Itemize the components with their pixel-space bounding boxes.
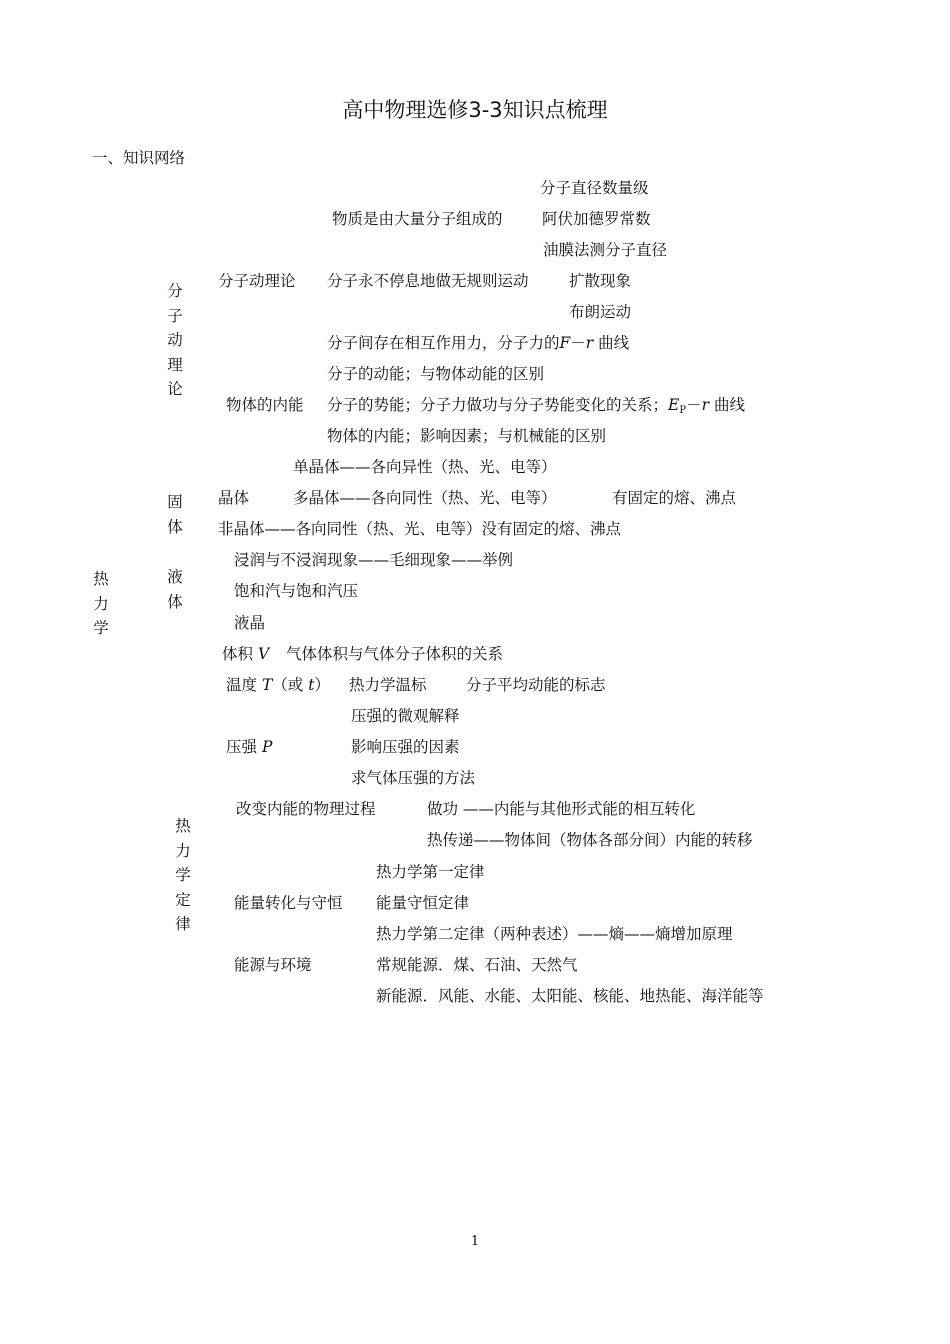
temperature-label: 温度 T（或 t） xyxy=(226,676,330,694)
change-internal-energy: 改变内能的物理过程 xyxy=(236,800,376,818)
internal-energy-factors: 物体的内能；影响因素；与机械能的区别 xyxy=(327,427,607,445)
vertical-label-thermology: 热 力 学 xyxy=(93,570,109,637)
vertical-label-laws: 热 力 学 定 律 xyxy=(175,817,191,933)
polycrystal: 多晶体——各向同性（热、光、电等） xyxy=(293,489,557,507)
pressure-micro: 压强的微观解释 xyxy=(351,707,460,725)
internal-energy-label: 物体的内能 xyxy=(226,396,304,414)
kinetic-theory-label: 分子动理论 xyxy=(218,272,296,290)
pressure-label: 压强 P xyxy=(226,738,273,756)
page-title: 高中物理选修3-3知识点梳理 xyxy=(342,98,608,122)
energy-environment: 能源与环境 xyxy=(234,956,312,974)
energy-conversion: 能量转化与守恒 xyxy=(234,894,343,912)
page-number: 1 xyxy=(470,1234,480,1249)
vertical-label-liquid: 液 体 xyxy=(167,568,183,611)
vertical-label-molecular: 分 子 动 理 论 xyxy=(167,282,183,398)
fixed-melting-point: 有固定的熔、沸点 xyxy=(612,489,737,507)
composed-of-molecules: 物质是由大量分子组成的 xyxy=(332,210,503,228)
average-kinetic-energy: 分子平均动能的标志 xyxy=(466,676,606,694)
doing-work: 做功 ——内能与其他形式能的相互转化 xyxy=(427,800,696,818)
pressure-factors: 影响压强的因素 xyxy=(351,738,460,756)
pressure-method: 求气体压强的方法 xyxy=(351,769,476,787)
section-heading: 一、知识网络 xyxy=(92,149,186,167)
molecular-potential-line: 分子的势能；分子力做功与分子势能变化的关系；$E_P-r$ 曲线 xyxy=(327,396,745,416)
brownian-motion: 布朗运动 xyxy=(569,303,632,321)
second-law: 热力学第二定律（两种表述）——熵——熵增加原理 xyxy=(376,925,733,943)
saturated-vapor: 饱和汽与饱和汽压 xyxy=(234,582,359,600)
vertical-label-solid: 固 体 xyxy=(167,493,183,536)
conventional-energy: 常规能源．煤、石油、天然气 xyxy=(376,956,578,974)
volume-label: 体积 V xyxy=(222,645,270,663)
avogadro-constant: 阿伏加德罗常数 xyxy=(542,210,651,228)
thermodynamic-scale: 热力学温标 xyxy=(349,676,427,694)
random-motion: 分子永不停息地做无规则运动 xyxy=(327,272,529,290)
liquid-crystal: 液晶 xyxy=(234,614,266,632)
volume-relation: 气体体积与气体分子体积的关系 xyxy=(286,645,504,663)
single-crystal: 单晶体——各向异性（热、光、电等） xyxy=(293,458,557,476)
diffusion: 扩散现象 xyxy=(569,272,632,290)
diameter-order: 分子直径数量级 xyxy=(540,179,649,197)
oil-film-method: 油膜法测分子直径 xyxy=(543,241,668,259)
heat-transfer: 热传递——物体间（物体各部分间）内能的转移 xyxy=(427,831,753,849)
new-energy: 新能源．风能、水能、太阳能、核能、地热能、海洋能等 xyxy=(376,987,764,1005)
first-law: 热力学第一定律 xyxy=(376,863,485,881)
wetting-phenomenon: 浸润与不浸润现象——毛细现象——举例 xyxy=(234,551,514,569)
molecular-kinetic-energy: 分子的动能；与物体动能的区别 xyxy=(327,365,545,383)
crystal-label: 晶体 xyxy=(218,489,250,507)
molecular-force-line: 分子间存在相互作用力，分子力的F－r 曲线 xyxy=(327,334,630,352)
amorphous: 非晶体——各向同性（热、光、电等）没有固定的熔、沸点 xyxy=(218,520,622,538)
energy-conservation: 能量守恒定律 xyxy=(376,894,470,912)
